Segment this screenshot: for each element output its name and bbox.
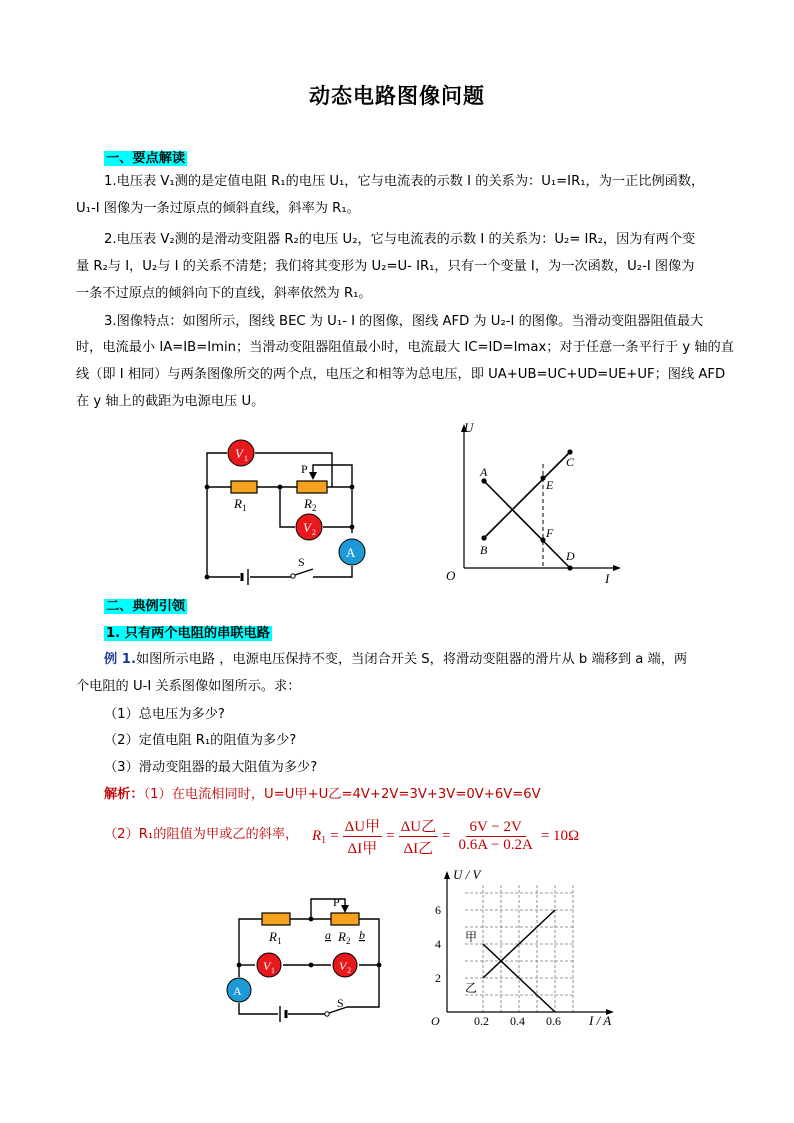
question-3: （3）滑动变阻器的最大阻值为多少? [104, 760, 318, 775]
paragraph-line: 1.电压表 V₁测的是定值电阻 R₁的电压 U₁，它与电流表的示数 I 的关系为：U₁=IR₁，为一正比例函数， [104, 174, 705, 189]
question-2: （2）定值电阻 R₁的阻值为多少? [104, 733, 297, 748]
answer-line-1 [104, 785, 754, 805]
r2-label: R [338, 929, 346, 944]
sub-heading [104, 622, 272, 641]
example-label: 例 1. [104, 652, 136, 667]
point-a: A [480, 465, 488, 479]
graph-u-i [425, 865, 625, 1027]
frac3-den: 0.6A − 0.2A [458, 836, 533, 853]
switch-label: S [337, 996, 344, 1010]
voltmeter-v2-label: V [339, 959, 347, 973]
paragraph-line: 一条不过原点的倾斜向下的直线，斜率依然为 R₁。 [76, 286, 372, 301]
paragraph-line: 2.电压表 V₂测的是滑动变阻器 R₂的电压 U₂，它与电流表的示数 I 的关系为：U₂= IR₂，因为有两个变 [104, 232, 696, 247]
formula: R 1 = ΔU甲 ΔI甲 = ΔU乙 ΔI乙 = $\frac{6V - 2V}{0.6A - 0.2A}$ = 10Ω [312, 812, 579, 860]
subscript: 1 [271, 966, 275, 975]
formula-r: R [312, 827, 322, 844]
frac1-num: ΔU甲 [343, 815, 382, 837]
graph-bec-afd [440, 418, 630, 586]
formula-result: = 10Ω [540, 827, 580, 844]
voltmeter-v1-label: V [235, 446, 243, 461]
end-b-label: b [359, 928, 365, 942]
subscript: 2 [312, 528, 316, 537]
x-tick: 0.4 [510, 1014, 525, 1027]
graph1-origin: O [446, 568, 456, 583]
frac3-num: 6V − 2V [466, 819, 526, 837]
answer-line-2: （2）R₁的阻值为甲或乙的斜率， [104, 827, 299, 842]
graph2-origin: O [431, 1014, 440, 1027]
paragraph-line: U₁-I 图像为一条过原点的倾斜直线，斜率为 R₁。 [76, 201, 360, 216]
subscript: 1 [277, 936, 282, 946]
section-heading-text: 一、要点解读 [106, 151, 186, 166]
section-heading-text: 二、典例引领 [106, 599, 186, 614]
subscript: 2 [312, 503, 317, 513]
paragraph-line: 线（即 I 相同）与两条图像所交的两个点，电压之和相等为总电压，即 UA+UB=UC+UD=UE+UF；图线 AFD [76, 367, 726, 382]
subscript: 1 [242, 503, 247, 513]
rheostat-r2 [297, 481, 327, 493]
formula-sub: 1 [321, 834, 327, 846]
switch-label: S [298, 555, 305, 569]
series-jia-label: 甲 [465, 930, 478, 944]
slider-label: P [333, 895, 340, 909]
point-c: C [566, 455, 575, 469]
resistor-r1 [231, 481, 257, 493]
answer-text: （1）在电流相同时，U=U甲+U乙=4V+2V=3V+3V=0V+6V=6V [143, 787, 541, 802]
circuit-diagram-2 [225, 893, 395, 1028]
rheostat-r2 [331, 913, 359, 925]
graph1-x-label: I [605, 571, 610, 586]
r1-label: R [234, 496, 242, 511]
x-tick: 0.2 [474, 1014, 489, 1027]
graph2-x-label: I / A [589, 1013, 612, 1027]
question-1: （1）总电压为多少? [104, 707, 225, 722]
page-title: 动态电路图像问题 [309, 84, 485, 108]
voltmeter-v2-label: V [303, 520, 311, 535]
ammeter-label: A [346, 545, 356, 560]
r1-label: R [269, 929, 277, 944]
point-b: B [480, 543, 488, 557]
example-text: 如图所示电路 ，电源电压保持不变，当闭合开关 S，将滑动变阻器的滑片从 b 端移到 a 端，两 [135, 652, 688, 667]
resistor-r1 [262, 913, 290, 925]
point-f: F [546, 526, 554, 540]
x-tick: 0.6 [546, 1014, 561, 1027]
ammeter-label: A [233, 984, 242, 998]
subscript: 1 [244, 454, 248, 463]
frac1-den: ΔI甲 [347, 840, 378, 857]
section-heading [104, 595, 187, 614]
circuit-diagram-1 [195, 430, 375, 590]
graph2-y-label: U / V [453, 867, 481, 882]
answer-label: 解析： [104, 787, 144, 802]
section-heading [104, 147, 187, 166]
subscript: 2 [346, 936, 351, 946]
point-d: D [566, 549, 575, 563]
example-line: 个电阻的 U-I 关系图像如图所示。求： [76, 679, 301, 694]
r2-label: R [304, 496, 312, 511]
y-tick: 4 [435, 937, 441, 951]
paragraph-line: 量 R₂与 I，U₂与 I 的关系不清楚；我们将其变形为 U₂=U- IR₁，只有一个变量 I，为一次函数，U₂-I 图像为 [76, 259, 695, 274]
paragraph-line: 在 y 轴上的截距为电源电压 U。 [76, 394, 265, 409]
example-line [104, 650, 754, 670]
frac2-den: ΔI乙 [403, 840, 434, 857]
end-a-label: a [325, 928, 331, 942]
slider-label: P [301, 462, 308, 476]
sub-heading-text: 1. 只有两个电阻的串联电路 [106, 626, 270, 641]
subscript: 2 [347, 966, 351, 975]
y-tick: 6 [435, 903, 441, 917]
paragraph-line: 时，电流最小 IA=IB=Imin；当滑动变阻器阻值最小时，电流最大 IC=ID=Imax；对于任意一条平行于 y 轴的直 [76, 340, 734, 355]
series-yi-label: 乙 [465, 981, 478, 995]
graph1-y-label: U [464, 420, 474, 435]
voltmeter-v1-label: V [263, 959, 271, 973]
point-e: E [546, 478, 554, 492]
paragraph-line: 3.图像特点：如图所示，图线 BEC 为 U₁- I 的图像，图线 AFD 为 U₂-I 的图像。当滑动变阻器阻值最大 [104, 314, 704, 329]
y-tick: 2 [435, 971, 441, 985]
frac2-num: ΔU乙 [399, 815, 438, 837]
